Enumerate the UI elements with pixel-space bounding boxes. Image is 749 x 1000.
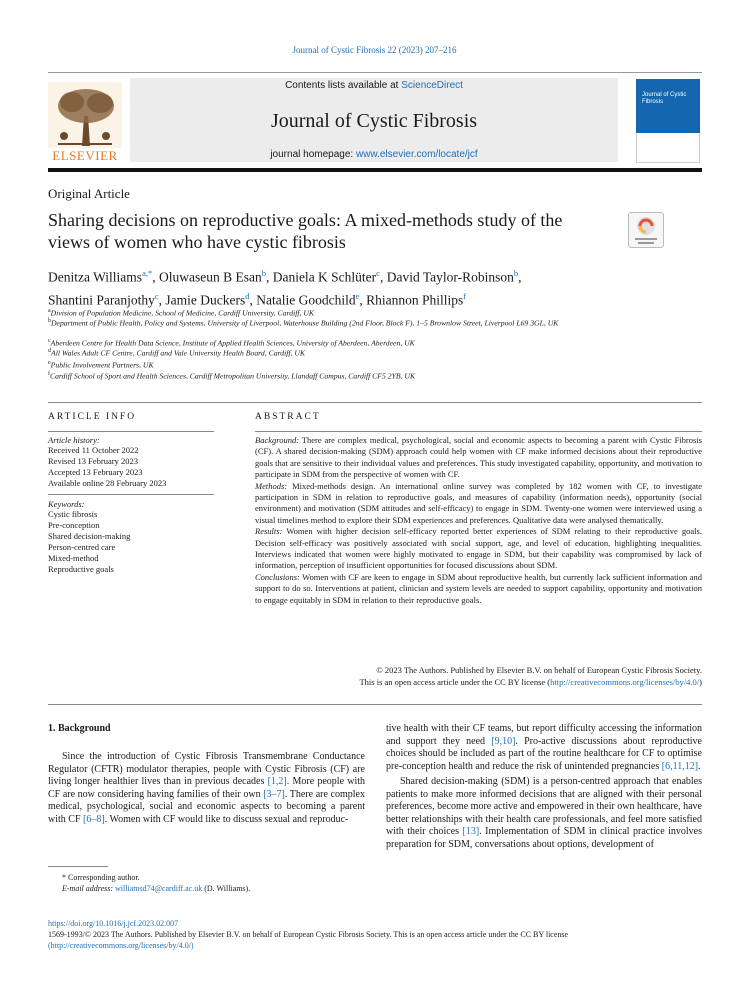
check-for-updates-badge[interactable] [628, 212, 664, 248]
body-divider [48, 704, 702, 705]
list-item: Pre-conception [48, 520, 100, 530]
citation-link[interactable]: [6–8] [83, 813, 105, 825]
author-name: Daniela K Schlüter [272, 269, 377, 285]
citation-link[interactable]: [3–7] [263, 788, 285, 800]
history-list [48, 445, 214, 489]
abstract-rule [255, 431, 702, 432]
affiliation-item: $^e$Public Involvement Partners, UK [48, 360, 154, 370]
article-title: Sharing decisions on reproductive goals: A mixed-methods study of the views of women who have cystic fibrosis [48, 210, 563, 252]
corresponding-author-note: * Corresponding author. [62, 873, 140, 882]
elsevier-wordmark: ELSEVIER [52, 148, 118, 163]
keywords-label: Keywords: [48, 499, 85, 509]
author-affiliation-marker[interactable]: f [463, 290, 467, 301]
author-line-1: Denitza Williams$^{a,*}$, Oluwaseun B Esan$^b$, Daniela K Schlüter$^c$, David Taylor-Robinson$^b$, [48, 268, 522, 285]
list-item: Available online 28 February 2023 [48, 478, 167, 488]
list-item: Mixed-method [48, 553, 99, 563]
article-type: Original Article [48, 186, 130, 201]
journal-citation-link[interactable]: Journal of Cystic Fibrosis 22 (2023) 207–216 [292, 45, 457, 55]
author-affiliation-marker[interactable]: a,* [142, 268, 153, 278]
article-history [48, 435, 214, 489]
keywords-block [48, 499, 214, 575]
list-item: Accepted 13 February 2023 [48, 467, 143, 477]
contents-line: Contents lists available at ScienceDirect [285, 80, 463, 91]
email-link[interactable]: williamsd74@cardiff.ac.uk [115, 884, 203, 893]
email-note: E-mail address: williamsd74@cardiff.ac.uk (D. Williams). [62, 884, 251, 893]
footnote-rule [48, 866, 108, 867]
issn-line: 1569-1993/© 2023 The Authors. Published by Elsevier B.V. on behalf of European Cystic Fibrosis Society. This is an open access article under the CC BY license [48, 930, 569, 939]
author-affiliation-marker[interactable]: e [355, 290, 360, 301]
history-label: Article history: [48, 435, 100, 445]
citation-link[interactable]: [6,11,12] [661, 760, 699, 772]
article-info-rule [48, 431, 214, 432]
journal-homepage-link[interactable]: www.elsevier.com/locate/jcf [355, 149, 478, 160]
body-left-column [48, 751, 365, 826]
author-name: Rhiannon Phillips [366, 292, 464, 307]
author-list [48, 264, 702, 309]
author-affiliation-marker[interactable]: d [245, 290, 250, 301]
abstract-background: Background: There are complex medical, psychological, social and economic aspects to becoming a parent with Cystic Fibrosis (CF). A shared decision-making (SDM) approach could help women with CF make informed decisions about their reproductive goals that are sensitive to their individual values and preferences. This study investigated capability, opportunity, and motivation to participate in SDM from the perspective of women with CF. [255, 435, 702, 480]
author-affiliation-marker[interactable]: b [261, 268, 266, 278]
check-for-updates-icon [629, 213, 663, 247]
copyright-line: © 2023 The Authors. Published by Elsevier B.V. on behalf of European Cystic Fibrosis Society. [376, 665, 702, 675]
keywords-rule [48, 494, 214, 495]
journal-homepage-line: journal homepage: www.elsevier.com/locate/jcf [270, 149, 478, 160]
sciencedirect-link[interactable]: ScienceDirect [401, 80, 463, 91]
list-item: Person-centred care [48, 542, 116, 552]
affiliation-item: $^c$Aberdeen Centre for Health Data Science, Institute of Applied Health Sciences, University of Aberdeen, Aberdeen, UK [48, 338, 415, 348]
license-line: This is an open access article under the CC BY license (http://creativecommons.org/licenses/by/4.0/) [359, 677, 702, 687]
author-name: Denitza Williams [48, 269, 143, 285]
author-line-2: Shantini Paranjothy$^c$, Jamie Duckers$^d$, Natalie Goodchild$^e$, Rhiannon Phillips$^f$ [48, 290, 467, 307]
list-item: Revised 13 February 2023 [48, 456, 138, 466]
journal-title: Journal of Cystic Fibrosis [270, 110, 478, 132]
list-item: Shared decision-making [48, 531, 131, 541]
abstract-body [255, 435, 702, 606]
header-thick-rule [48, 168, 702, 172]
author-name: David Taylor-Robinson [386, 269, 514, 285]
citation-link[interactable]: [1,2] [267, 776, 287, 787]
abstract-results: Results: Women with higher decision self-efficacy reported better experiences of SDM relating to their reproductive goals. Decision self-efficacy was positively associated with social support, age, and level of education, highlighting inequalities. Interviews indicated that women were highly motivated to engage in SDM, but their capability was compromised by lack of information, perception of insufficient opportunities for focused discussions about SDM. [255, 526, 702, 571]
affiliation-item: $^f$Cardiff School of Sport and Health Sciences, Cardiff Metropolitan University, Llandaff Campus, Cardiff CF5 2YB, UK [48, 371, 416, 381]
author-name: Oluwaseun B Esan [158, 269, 262, 285]
affiliation-item: $^b$Department of Public Health, Policy and Systems, University of Liverpool, Waterhouse Building (2nd Floor, Block F), 1–5 Brownlow Street, Liverpool L69 3GL, UK [48, 318, 559, 328]
body-right-column [386, 723, 702, 851]
abstract-methods: Methods: Mixed-methods design. An international online survey was completed by 182 women with CF, to investigate participation in SDM in relation to reproductive goals, and measures of capability (information needs), opportunity (social environment) and motivation (SDM attitudes and self-efficacy) to engage in SDM. Twenty-one women were interviewed using a visual timelines method to explore their SDM experiences and preferences. Qualitative data were analysed thematically. [255, 480, 702, 525]
list-item: Reproductive goals [48, 564, 114, 574]
section-divider [48, 402, 702, 403]
body-paragraph: Shared decision-making (SDM) is a person-centred approach that enables patients to make more informed decisions that are aligned with their personal preferences, become more active and empowered in their own healthcare, have better relationships with their health care professionals, and feel more satisfied with their choices [13]. Implementation of SDM in clinical practice involves preparation for SDM, conversations about options, development of [386, 776, 702, 850]
affiliation-item: $^d$All Wales Adult CF Centre, Cardiff and Vale University Health Board, Cardiff, UK [48, 348, 306, 358]
author-affiliation-marker[interactable]: b [513, 268, 519, 278]
citation-link[interactable]: [13] [462, 826, 480, 837]
body-paragraph: Since the introduction of Cystic Fibrosis Transmembrane Conductance Regulator (CFTR) modulator therapies, people with Cystic Fibrosis (CF) are living longer healthier lives than in previous decades [1,2]. More people with CF are now considering having families of their own [3–7]. There are complex medical, psychological, social and economic aspects to becoming a parent with CF [6–8]. Women with CF would like to discuss sexual and reproduc- [48, 751, 365, 825]
body-paragraph: tive health with their CF teams, but report difficulty accessing the information and support they need [9,10]. Pro-active discussions about reproductive choices should be included as part of the routine healthcare for CF to optimise pre-conception health and reduce the risk of unintended pregnancies [6,11,12]. [386, 723, 702, 772]
abstract-heading: ABSTRACT [255, 412, 321, 422]
cc-license-link[interactable]: http://creativecommons.org/licenses/by/4.0/ [550, 677, 700, 687]
author-affiliation-marker[interactable]: c [154, 290, 159, 301]
citation-link[interactable]: [9,10] [491, 735, 516, 747]
cover-journal-name: Journal of Cystic Fibrosis [642, 92, 687, 105]
keyword-list [48, 509, 214, 575]
list-item: Received 11 October 2022 [48, 445, 139, 455]
section-heading-background: 1. Background [48, 723, 111, 734]
cover-bottom-strip [636, 133, 700, 163]
doi-link[interactable]: https://doi.org/10.1016/j.jcf.2023.02.007 [48, 919, 179, 928]
article-info-heading: ARTICLE INFO [48, 412, 137, 422]
author-affiliation-marker[interactable]: c [376, 268, 380, 278]
author-name: Jamie Duckers [165, 292, 246, 307]
abstract-conclusions: Conclusions: Women with CF are keen to engage in SDM about reproductive health, but currently lack sufficient information and support to do so. Interventions at patient, clinician and system levels are needed to support capability, opportunity and motivation to engage equitably in SDM in relation to their reproductive goals. [255, 571, 702, 605]
header-top-rule [48, 72, 702, 73]
list-item: Cystic fibrosis [48, 509, 98, 519]
author-name: Shantini Paranjothy [48, 292, 155, 307]
footer-license-link[interactable]: (http://creativecommons.org/licenses/by/4.0/) [48, 941, 194, 950]
author-name: Natalie Goodchild [256, 292, 356, 307]
affiliation-item: $^a$Division of Population Medicine, School of Medicine, Cardiff University, Cardiff, UK [48, 308, 315, 318]
